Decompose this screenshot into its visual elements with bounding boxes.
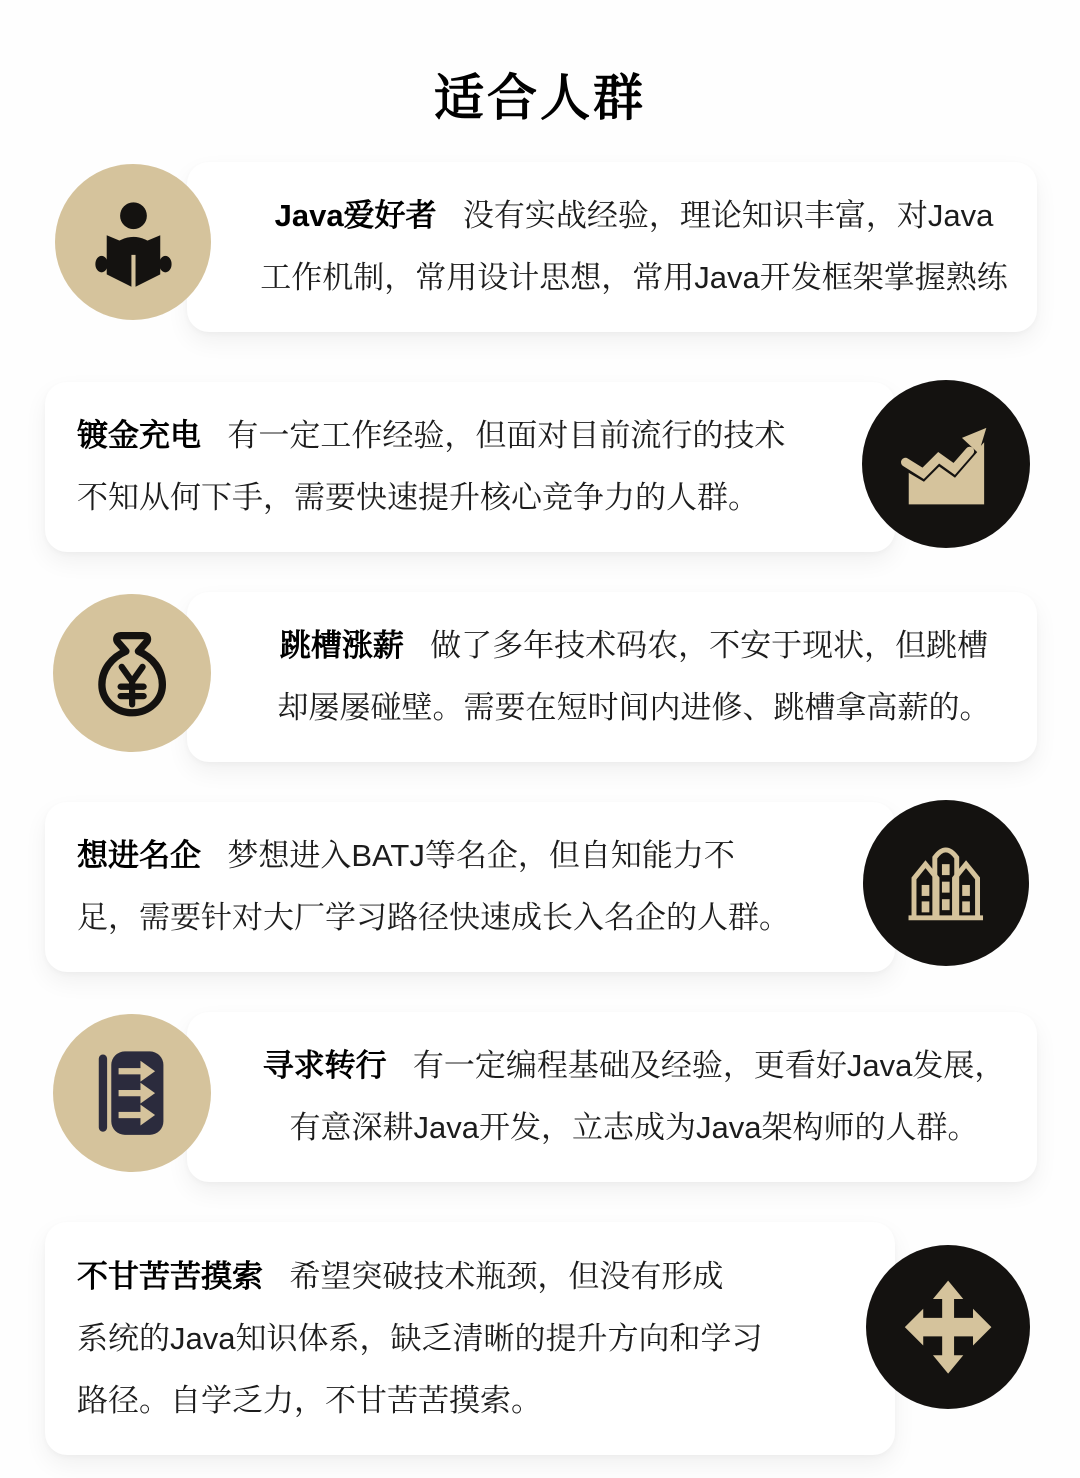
section-text: 梦想进入BATJ等名企，但自知能力不: [227, 838, 735, 873]
money-bag-icon: [53, 594, 211, 752]
section-java-fans: [0, 162, 1080, 332]
section-text: 有一定工作经验，但面对目前流行的技术: [227, 418, 786, 453]
trend-chart-icon: [862, 380, 1030, 548]
section-card: [45, 382, 895, 552]
section-card: [187, 592, 1037, 762]
section-line: 有意深耕Java开发，立志成为Java架构师的人群。: [289, 1110, 979, 1145]
section-line: [77, 1246, 724, 1308]
section-line: [77, 405, 786, 467]
section-line: 不知从何下手，需要快速提升核心竞争力的人群。: [77, 480, 759, 515]
reader-icon: [55, 164, 211, 320]
list-arrows-icon: [53, 1014, 211, 1172]
section-salary: [0, 592, 1080, 762]
section-line: 路径。自学乏力，不甘苦苦摸索。: [77, 1382, 542, 1418]
section-text: 希望突破技术瓶颈，但没有形成: [289, 1258, 724, 1294]
section-text: 有一定编程基础及经验，更看好Java发展，: [412, 1048, 1006, 1083]
section-heading: 镀金充电: [77, 418, 201, 453]
section-line: [77, 825, 735, 887]
section-text: 没有实战经验，理论知识丰富，对Java: [462, 198, 994, 233]
buildings-icon: [863, 800, 1029, 966]
move-arrows-icon: [866, 1245, 1030, 1409]
section-card: [45, 1222, 895, 1455]
section-line: [245, 615, 1023, 677]
section-no-more-fumbling: [0, 1222, 1080, 1455]
section-line: 工作机制，常用设计思想，常用Java开发框架掌握熟练: [260, 260, 1008, 295]
section-line: [245, 1035, 1023, 1097]
section-line: 却屡屡碰壁。需要在短时间内进修、跳槽拿高薪的。: [277, 690, 991, 725]
section-card: [187, 162, 1037, 332]
section-heading: 想进名企: [77, 838, 201, 873]
section-heading: 不甘苦苦摸索: [77, 1258, 263, 1294]
section-card: [45, 802, 895, 972]
page-title: 适合人群: [434, 70, 646, 126]
section-line: 足，需要针对大厂学习路径快速成长入名企的人群。: [77, 900, 790, 935]
section-career-change: [0, 1012, 1080, 1182]
section-text: 做了多年技术码农，不安于现状，但跳槽: [430, 628, 989, 663]
section-heading: Java爱好者: [274, 198, 437, 233]
section-card: [187, 1012, 1037, 1182]
section-recharge: [0, 382, 1080, 552]
section-top-companies: [0, 802, 1080, 972]
section-line: 系统的Java知识体系，缺乏清晰的提升方向和学习: [77, 1320, 763, 1356]
section-heading: 跳槽涨薪: [279, 628, 404, 663]
section-line: [245, 185, 1023, 247]
section-heading: 寻求转行: [262, 1048, 387, 1083]
